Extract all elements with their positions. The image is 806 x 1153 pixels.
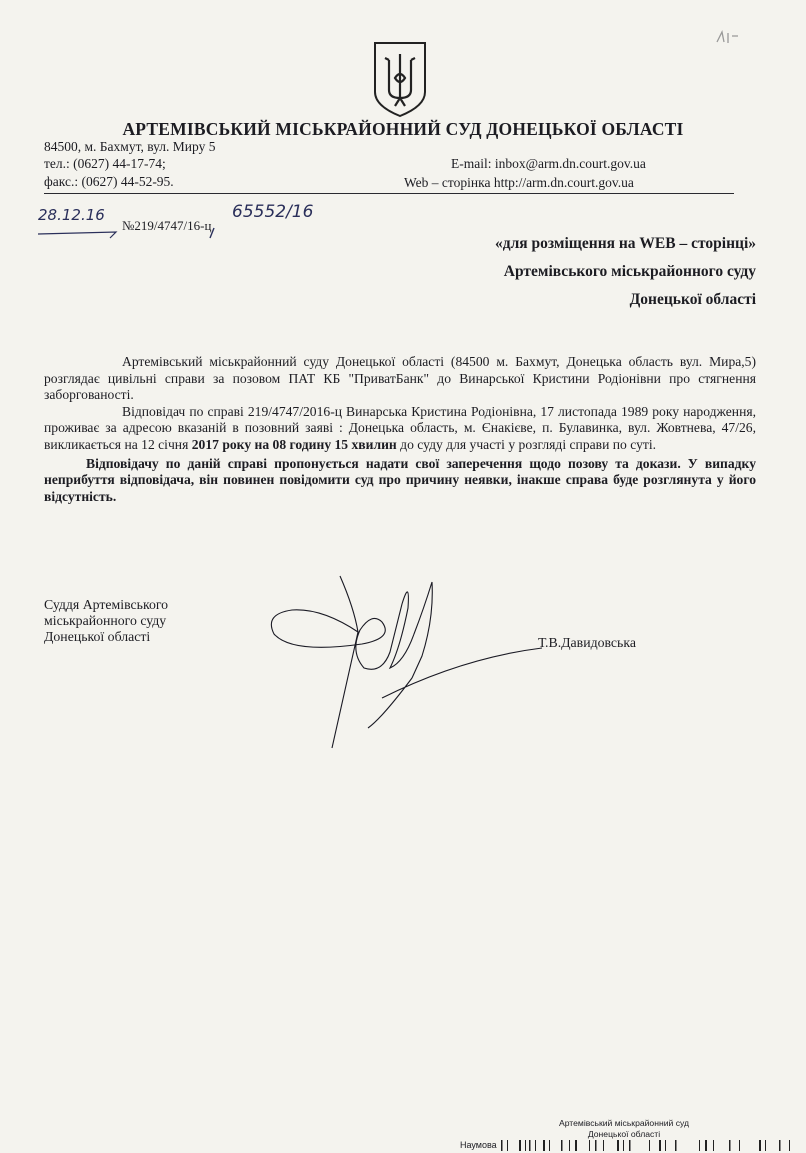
barcode-icon [499, 1140, 799, 1151]
stamp-line-1: Артемівський міськрайонний суд [558, 1118, 690, 1128]
court-website: Web – сторінка http://arm.dn.court.gov.ua [404, 175, 634, 190]
court-phone: тел.: (0627) 44-17-74; [44, 156, 166, 171]
handwritten-outgoing-number: 65552/16 [232, 202, 314, 222]
clerk-name: Наумова [460, 1140, 497, 1150]
corner-handwritten-mark [714, 28, 744, 46]
court-stamp [534, 1118, 714, 1140]
recipient-line-1: «для розміщення на WEB – сторінці» [495, 235, 756, 252]
court-name-heading: АРТЕМІВСЬКИЙ МІСЬКРАЙОННИЙ СУД ДОНЕЦЬКОЇ ОБЛАСТІ [122, 119, 684, 139]
barcode-row [460, 1140, 799, 1151]
handwritten-date: 28.12.16 [38, 206, 105, 224]
paragraph-2-end: до суду для участі у розгляді справи по суті. [396, 436, 656, 452]
court-address: 84500, м. Бахмут, вул. Миру 5 [44, 139, 216, 154]
judge-name: Т.В.Давидовська [538, 635, 636, 650]
judge-title [44, 597, 168, 645]
header-divider [44, 193, 734, 194]
paragraph-1: Артемівський міськрайонний суду Донецької області (84500 м. Бахмут, Донецька область вул. Мира,5) розглядає цивільні справи за позовом ПАТ КБ "ПриватБанк" до Винарської Кристини Родіонівни про стягнення заборгованості. [44, 354, 756, 403]
paragraph-2 [44, 404, 756, 454]
judge-title-line-3: Донецької області [44, 629, 151, 644]
court-email: E-mail: inbox@arm.dn.court.gov.ua [451, 156, 646, 171]
stamp-line-2: Донецької області [587, 1129, 661, 1139]
recipient-line-3: Донецької області [629, 291, 756, 308]
court-fax: факс.: (0627) 44-52-95. [44, 174, 174, 189]
recipient-line-2: Артемівського міськрайонного суду [503, 263, 756, 280]
judge-title-line-2: міськрайонного суду [44, 613, 167, 628]
case-number: №219/4747/16-ц [122, 218, 212, 233]
reference-line [38, 202, 338, 240]
hearing-date-time: 2017 року на 08 годину 15 хвилин [191, 436, 397, 452]
notice-body [44, 354, 756, 505]
paragraph-2-start: Відповідач по справі 219/4747/2016-ц Винарська Кристина Родіонівна, 17 листопада 1989 року народження, проживає за адресою вказаній в позовний заяві : Донецька область, м. Єнакієве, п. Булавинка, вул. Жовтнева, 47/26, викликається на 12 січня [44, 403, 756, 452]
handwritten-signature [262, 568, 562, 768]
paragraph-3: Відповідачу по даній справі пропонується надати свої заперечення щодо позову та докази. У випадку неприбуття відповідача, він повинен повідомити суд про причину неявки, інакше справа буде розглянута у його відсутність. [44, 455, 756, 504]
coat-of-arms-trident-icon [371, 40, 429, 118]
judge-title-line-1: Суддя Артемівського [44, 597, 169, 612]
